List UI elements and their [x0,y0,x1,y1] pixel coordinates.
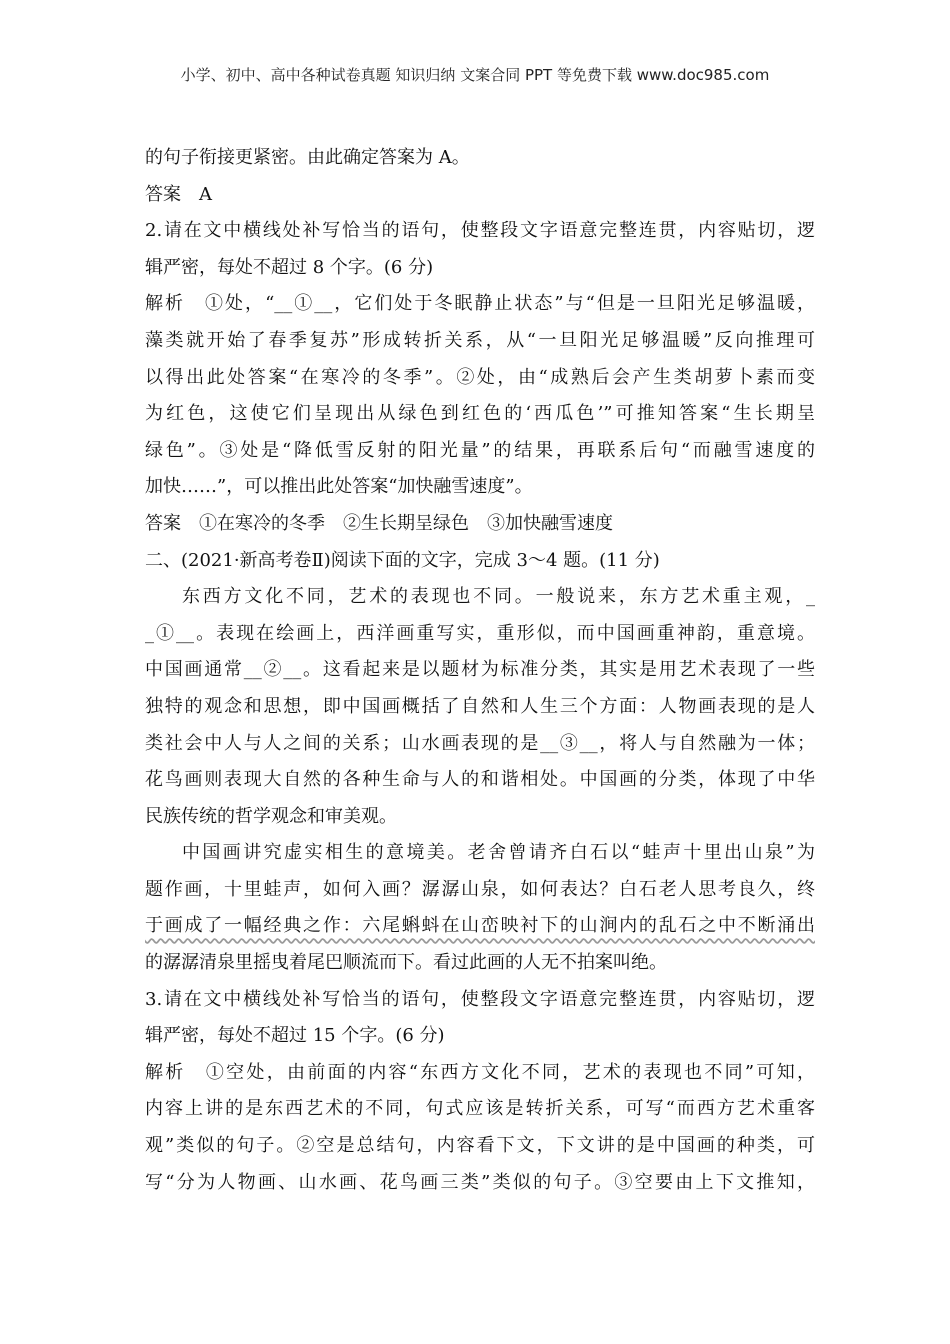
analysis-line: 解析 ①处，“__①__，它们处于冬眠静止状态”与“但是一旦阳光足够温暖， [145,293,815,315]
passage-line: 题作画，十里蛙声，如何入画？潺潺山泉，如何表达？白石老人思考良久，终 [145,878,815,900]
passage-line: 独特的观念和思想，即中国画概括了自然和人生三个方面：人物画表现的是人 [145,695,815,717]
passage-line: 东西方文化不同，艺术的表现也不同。一般说来，东方艺术重主观，_ [182,586,815,608]
question-3-line: 3.请在文中横线处补写恰当的语句，使整段文字语意完整连贯，内容贴切，逻 [145,988,815,1010]
question-3-line: 辑严密，每处不超过 15 个字。(6 分) [145,1025,445,1047]
answer-line: 答案 ①在寒冷的冬季 ②生长期呈绿色 ③加快融雪速度 [145,512,613,534]
analysis-line: 绿色”。③处是“降低雪反射的阳光量”的结果，再联系后句“而融雪速度的 [145,439,815,461]
passage-line: 民族传统的哲学观念和审美观。 [145,805,397,827]
analysis-line: 以得出此处答案“在寒冷的冬季”。②处，由“成熟后会产生类胡萝卜素而变 [145,366,815,388]
analysis-line: 写“分为人物画、山水画、花鸟画三类”类似的句子。③空要由上下文推知， [145,1171,815,1193]
document-body [145,140,815,1201]
analysis-line: 解析 ①空处，由前面的内容“东西方文化不同，艺术的表现也不同”可知， [145,1061,815,1083]
passage-line: 花鸟画则表现大自然的各种生命与人的和谐相处。中国画的分类，体现了中华 [145,769,815,791]
passage-line: 中国画讲究虚实相生的意境美。老舍曾请齐白石以“蛙声十里出山泉”为 [182,842,815,864]
answer-line: 答案 A [145,183,212,205]
section-heading: 二、(2021·新高考卷Ⅱ)阅读下面的文字，完成 3～4 题。(11 分) [145,549,660,571]
passage-line-underlined: 的潺潺清泉里摇曳着尾巴顺流而下。看过此画的人无不拍案叫绝。 [145,952,667,974]
passage-line: 类社会中人与人之间的关系；山水画表现的是__③__，将人与自然融为一体； [145,732,815,754]
analysis-line: 藻类就开始了春季复苏”形成转折关系，从“一旦阳光足够温暖”反向推理可 [145,329,815,351]
text-line: 的句子衔接更紧密。由此确定答案为 A。 [145,147,470,168]
analysis-line: 加快……”，可以推出此处答案“加快融雪速度”。 [145,476,533,498]
passage-line: _①__。表现在绘画上，西洋画重写实，重形似，而中国画重神韵，重意境。 [145,622,815,644]
question-2-line: 2.请在文中横线处补写恰当的语句，使整段文字语意完整连贯，内容贴切，逻 [145,220,815,242]
passage-line-underlined: 于画成了一幅经典之作：六尾蝌蚪在山峦映衬下的山涧内的乱石之中不断涌出 [145,915,815,937]
analysis-line: 观”类似的句子。②空是总结句，内容看下文，下文讲的是中国画的种类，可 [145,1135,815,1157]
analysis-line: 内容上讲的是东西艺术的不同，句式应该是转折关系，可写“而西方艺术重客 [145,1098,815,1120]
question-2-line: 辑严密，每处不超过 8 个字。(6 分) [145,256,434,278]
analysis-line: 为红色，这使它们呈现出从绿色到红色的‘西瓜色’”可推知答案“生长期呈 [145,403,815,425]
page-header-watermark: 小学、初中、高中各种试卷真题 知识归纳 文案合同 PPT 等免费下载 www.doc985.com [180,66,770,84]
passage-line: 中国画通常__②__。这看起来是以题材为标准分类，其实是用艺术表现了一些 [145,659,815,681]
